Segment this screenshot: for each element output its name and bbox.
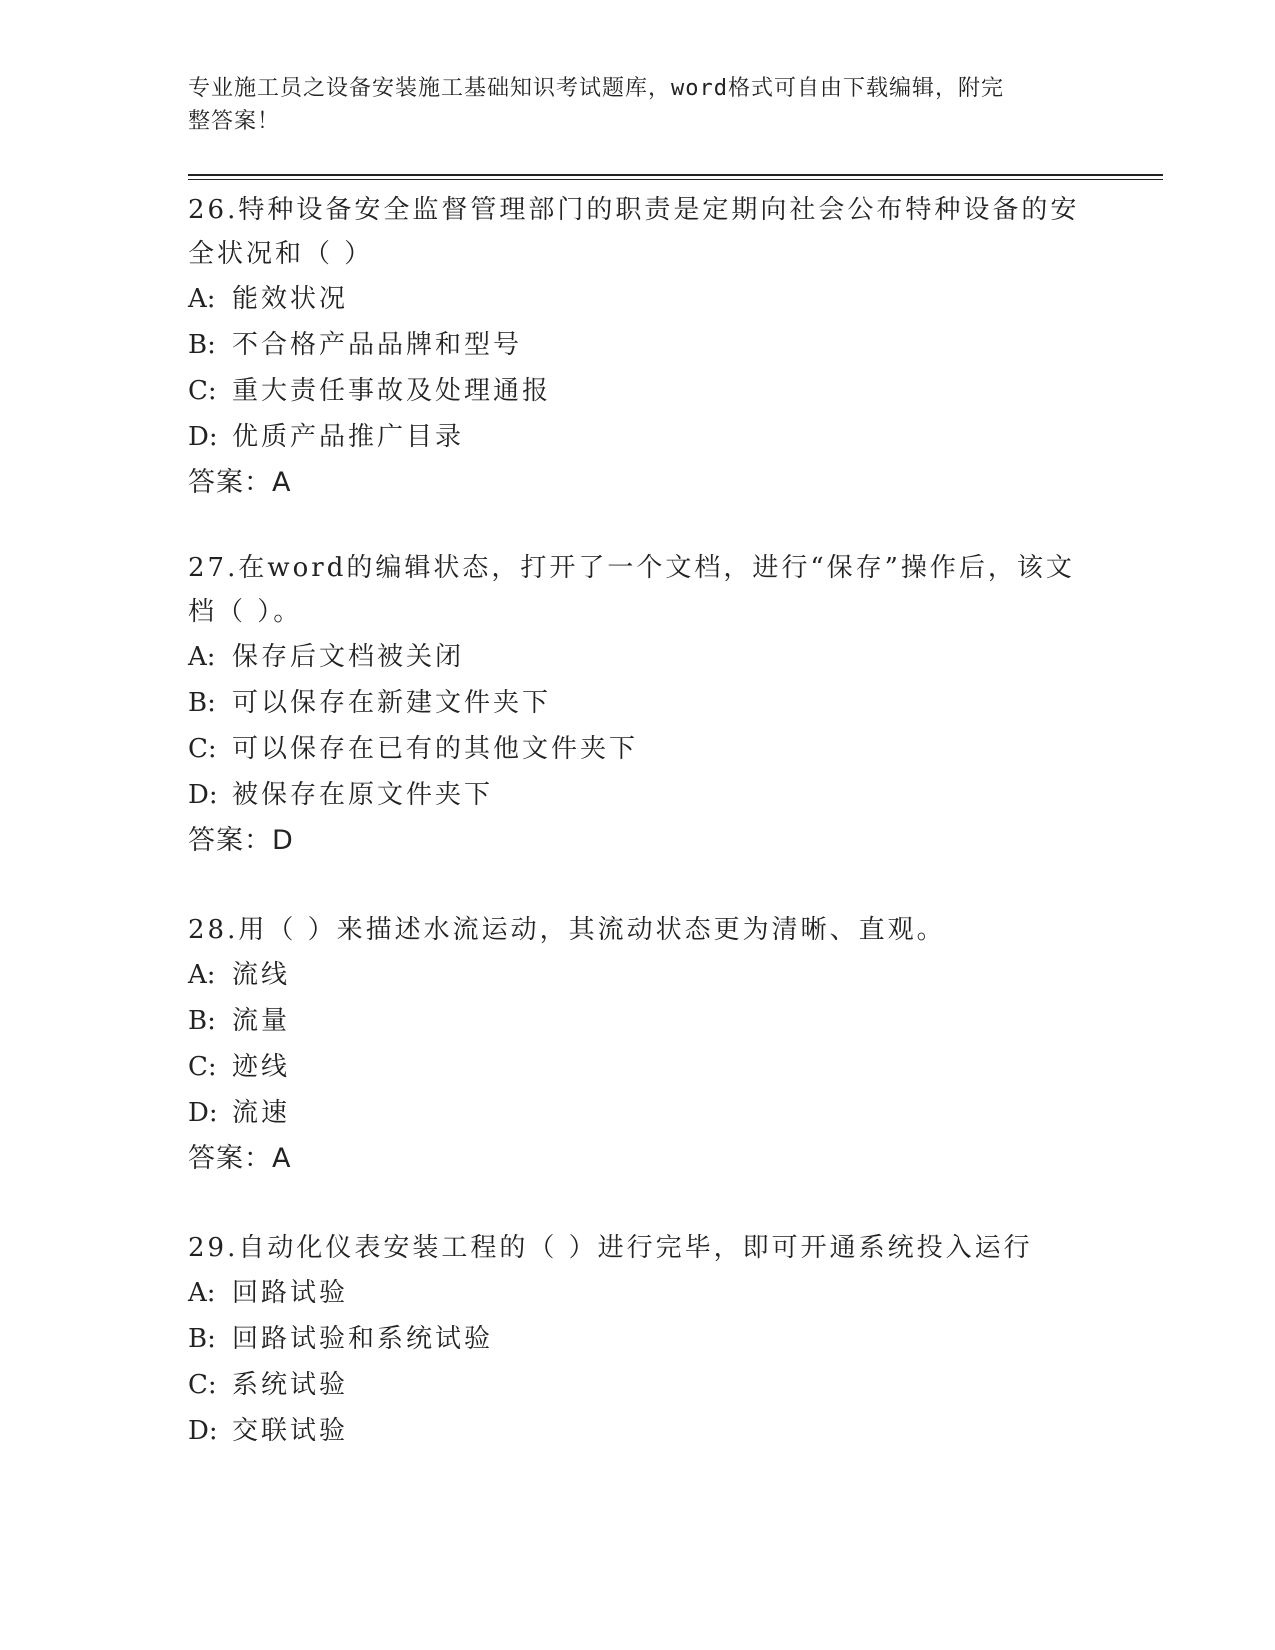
option-d bbox=[188, 1408, 1163, 1454]
document-page bbox=[188, 72, 1163, 1454]
question-number: 29. bbox=[188, 1233, 239, 1263]
option-letter: D: bbox=[188, 422, 218, 452]
answer-line: 答案：A bbox=[188, 467, 292, 498]
option-a bbox=[188, 634, 1163, 680]
question-stem bbox=[188, 188, 1088, 276]
option-letter: B: bbox=[188, 1324, 216, 1354]
option-letter: D: bbox=[188, 1416, 218, 1446]
intro-line-2: 整答案！ bbox=[188, 109, 281, 134]
option-text: 重大责任事故及处理通报 bbox=[232, 376, 552, 406]
option-letter: A: bbox=[188, 960, 216, 990]
option-text: 流量 bbox=[232, 1006, 291, 1036]
question-text: 在word的编辑状态，打开了一个文档，进行“保存”操作后，该文档（ ）。 bbox=[188, 553, 1075, 627]
option-letter: B: bbox=[188, 1006, 216, 1036]
option-text: 可以保存在已有的其他文件夹下 bbox=[232, 734, 639, 764]
question-stem bbox=[188, 1226, 1088, 1270]
option-text: 回路试验 bbox=[232, 1278, 349, 1308]
option-b bbox=[188, 680, 1163, 726]
option-d bbox=[188, 414, 1163, 460]
option-d bbox=[188, 1090, 1163, 1136]
question-29 bbox=[188, 1226, 1163, 1454]
intro-line-1: 专业施工员之设备安装施工基础知识考试题库，word格式可自由下载编辑，附完 bbox=[188, 76, 1004, 101]
option-text: 交联试验 bbox=[232, 1416, 349, 1446]
option-letter: C: bbox=[188, 376, 217, 406]
option-text: 能效状况 bbox=[232, 284, 349, 314]
option-text: 不合格产品品牌和型号 bbox=[232, 330, 523, 360]
option-text: 可以保存在新建文件夹下 bbox=[232, 688, 552, 718]
option-letter: D: bbox=[188, 780, 218, 810]
option-c bbox=[188, 1362, 1163, 1408]
question-number: 28. bbox=[188, 915, 239, 945]
option-letter: A: bbox=[188, 642, 216, 672]
question-26 bbox=[188, 188, 1163, 506]
option-c bbox=[188, 726, 1163, 772]
question-text: 用（ ）来描述水流运动，其流动状态更为清晰、直观。 bbox=[238, 915, 946, 945]
option-text: 流速 bbox=[232, 1098, 291, 1128]
question-stem bbox=[188, 908, 1088, 952]
question-stem bbox=[188, 546, 1088, 634]
question-text: 自动化仪表安装工程的（ ）进行完毕，即可开通系统投入运行 bbox=[238, 1233, 1033, 1263]
header-divider bbox=[188, 174, 1163, 180]
option-letter: B: bbox=[188, 330, 216, 360]
option-c bbox=[188, 368, 1163, 414]
option-b bbox=[188, 1316, 1163, 1362]
option-letter: C: bbox=[188, 734, 217, 764]
option-text: 系统试验 bbox=[232, 1370, 349, 1400]
option-letter: B: bbox=[188, 688, 216, 718]
option-a bbox=[188, 952, 1163, 998]
option-b bbox=[188, 322, 1163, 368]
option-a bbox=[188, 1270, 1163, 1316]
answer-line: 答案：D bbox=[188, 825, 294, 856]
option-a bbox=[188, 276, 1163, 322]
question-number: 26. bbox=[188, 195, 239, 225]
document-intro bbox=[188, 72, 1068, 138]
option-letter: A: bbox=[188, 284, 216, 314]
option-text: 保存后文档被关闭 bbox=[232, 642, 465, 672]
option-letter: C: bbox=[188, 1370, 217, 1400]
option-text: 回路试验和系统试验 bbox=[232, 1324, 494, 1354]
option-text: 迹线 bbox=[232, 1052, 291, 1082]
option-c bbox=[188, 1044, 1163, 1090]
option-letter: A: bbox=[188, 1278, 216, 1308]
answer-line: 答案：A bbox=[188, 1143, 292, 1174]
option-text: 流线 bbox=[232, 960, 291, 990]
option-letter: C: bbox=[188, 1052, 217, 1082]
option-text: 优质产品推广目录 bbox=[232, 422, 465, 452]
option-text: 被保存在原文件夹下 bbox=[232, 780, 494, 810]
option-d bbox=[188, 772, 1163, 818]
question-28 bbox=[188, 908, 1163, 1182]
question-27 bbox=[188, 546, 1163, 864]
question-text: 特种设备安全监督管理部门的职责是定期向社会公布特种设备的安全状况和（ ） bbox=[188, 195, 1080, 269]
option-letter: D: bbox=[188, 1098, 218, 1128]
option-b bbox=[188, 998, 1163, 1044]
question-number: 27. bbox=[188, 553, 239, 583]
